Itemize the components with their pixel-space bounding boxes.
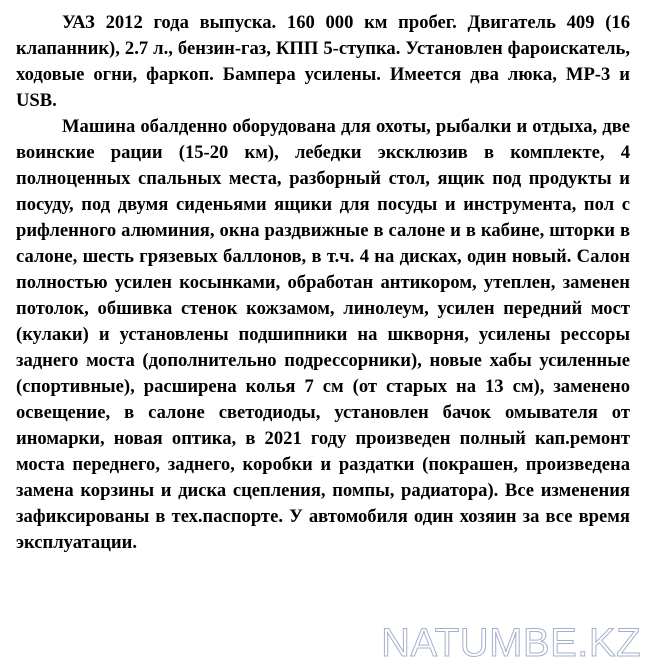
site-watermark: NATUMBE.KZ bbox=[381, 621, 641, 665]
listing-description bbox=[16, 10, 630, 556]
paragraph-equipment: Машина обалденно оборудована для охоты, рыбалки и отдыха, две воинские рации (15-20 км), лебедки эксклюзив в комплекте, 4 полноценных спальных места, разборный стол, ящик под продукты и посуду, под двумя сиденьями ящики для посуды и инструмента, пол с рифленного алюминия, окна раздвижные в салоне и в кабине, шторки в салоне, шесть грязевых баллонов, в т.ч. 4 на дисках, один новый. Салон полностью усилен косынками, обработан антикором, утеплен, заменен потолок, обшивка стенок кожзамом, линолеум, усилен передний мост (кулаки) и установлены подшипники на шкворня, усилены рессоры заднего моста (дополнительно подрессорники), новые хабы усиленные (спортивные), расширена колья 7 см (от старых на 13 см), заменено освещение, в салоне светодиоды, установлен бачок омывателя от иномарки, новая оптика, в 2021 году произведен полный кап.ремонт моста переднего, заднего, коробки и раздатки (покрашен, произведена замена корзины и диска сцепления, помпы, радиатора). Все изменения зафиксированы в тех.паспорте. У автомобиля один хозяин за все время эксплуатации. bbox=[16, 116, 630, 553]
paragraph-specs: УАЗ 2012 года выпуска. 160 000 км пробег. Двигатель 409 (16 клапанник), 2.7 л., бензин-газ, КПП 5-ступка. Установлен фароискатель, ходовые огни, фаркоп. Бампера усилены. Имеется два люка, МР-3 и USB. bbox=[16, 12, 630, 111]
